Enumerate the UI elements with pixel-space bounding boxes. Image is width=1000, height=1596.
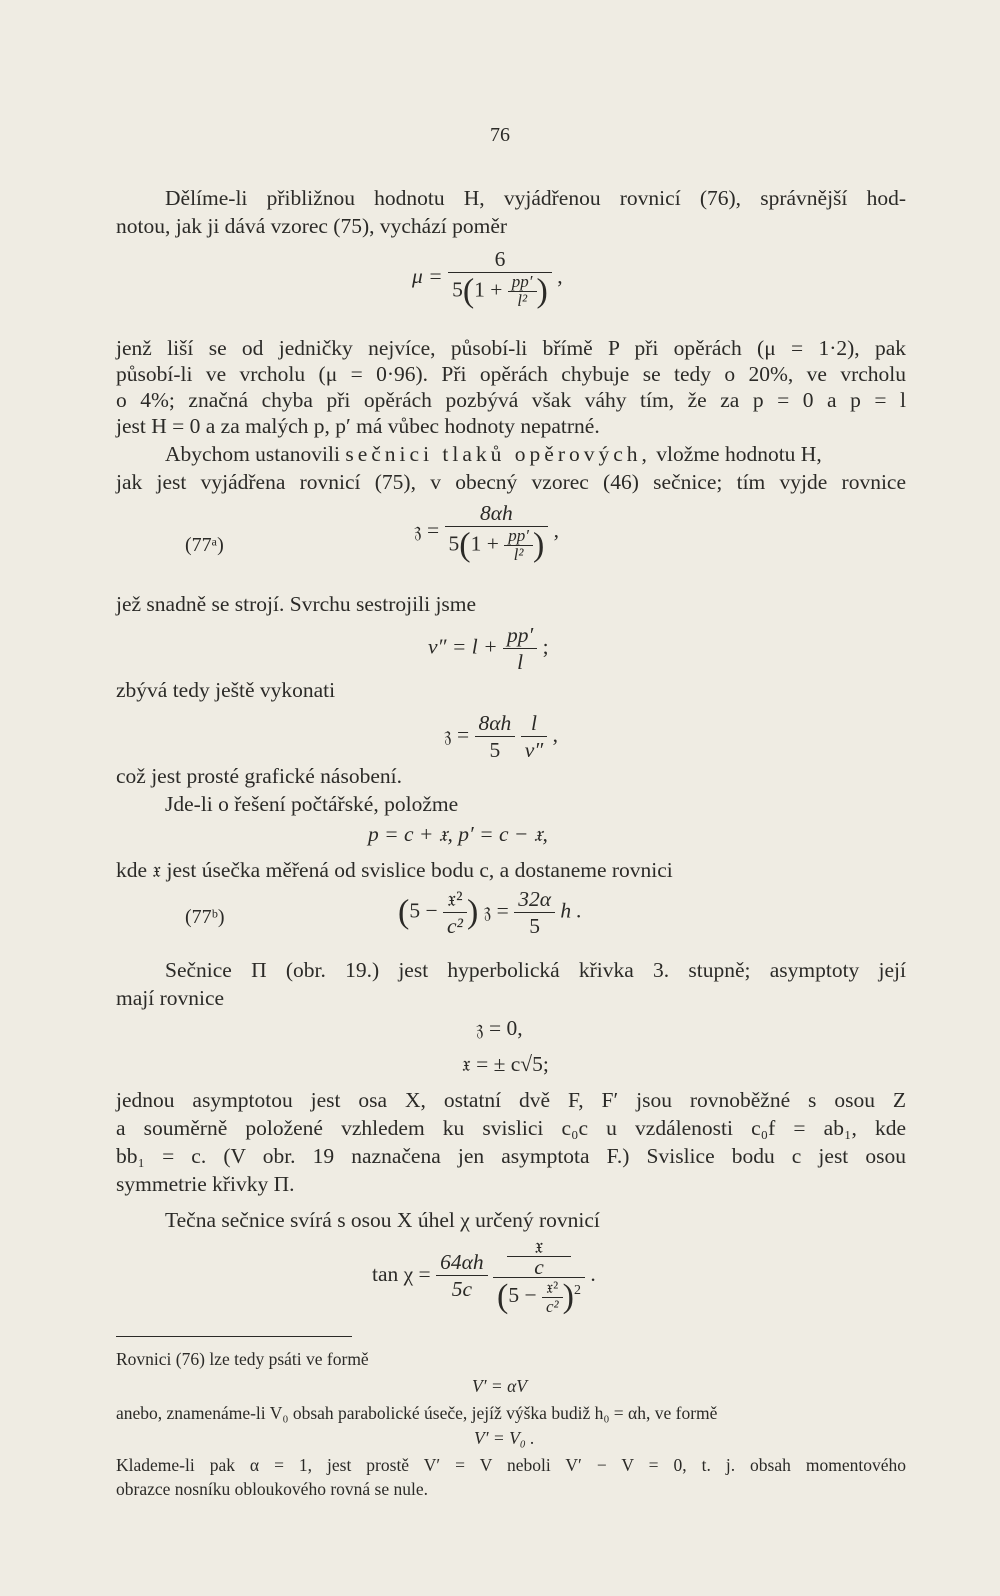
- footnote-line: obrazce nosníku obloukového rovná se nule.: [116, 1479, 429, 1499]
- equation-asymptote-2: 𝔵 = ± c√5;: [462, 1052, 549, 1076]
- footnote-equation: V′ = αV: [472, 1376, 527, 1396]
- text-line: mají rovnice: [116, 986, 225, 1010]
- equation-mu: μ = 6 5(1 + $\frac{pp'}{\text{l²}}$ ) ,: [412, 247, 563, 310]
- footnote-line: anebo, znamenáme-li V₀ obsah parabolické úseče, jejíž výška budiž h₀ = αh, ve formě: [116, 1403, 718, 1423]
- equation-77b: (5 − $\frac{\text{𝔵²}}{\text{c²}}$ ) 𝔷 = $\frac{32\alpha}{5}$ h .: [398, 887, 582, 938]
- text-line: Abychom ustanovili sečnici tlaků opěrových, vložme hodnotu H,: [165, 442, 822, 466]
- text-line: notou, jak ji dává vzorec (75), vychází poměr: [116, 214, 508, 238]
- text-line: kde 𝔵 jest úsečka měřená od svislice bodu c, a dostaneme rovnici: [116, 858, 673, 882]
- footnote-line: Klademe-li pak α = 1, jest prostě V′ = V neboli V′ − V = 0, t. j. obsah momentového: [116, 1455, 906, 1475]
- text-line: jež snadně se strojí. Svrchu sestrojili jsme: [116, 592, 477, 616]
- text-line: Dělíme-li přibližnou hodnotu H, vyjádřenou rovnicí (76), správnější hod-: [165, 186, 906, 210]
- text-line: působí-li ve vrcholu (μ = 0·96). Při opěrách chybuje se tedy o 20%, ve vrcholu: [116, 362, 906, 386]
- footnote-rule: [116, 1336, 352, 1337]
- equation-label: (77ᵇ): [185, 906, 225, 928]
- equation-v: v″ = l + $\frac{pp'}{l}$ ;: [428, 623, 549, 674]
- text-line: symmetrie křivky Π.: [116, 1172, 295, 1196]
- text-line: o 4%; značná chyba při opěrách pozbývá však váhy tím, že za p = 0 a p = l: [116, 388, 906, 412]
- equation-asymptote-1: 𝔷 = 0,: [476, 1016, 523, 1040]
- text-line: zbývá tedy ještě vykonati: [116, 678, 336, 702]
- text-line: bb₁ = c. (V obr. 19 naznačena jen asymptota F.) Svislice bodu c jest osou: [116, 1144, 906, 1168]
- text-line: jednou asymptotou jest osa X, ostatní dvě F, F′ jsou rovnoběžné s osou Z: [116, 1088, 906, 1112]
- text-line: Tečna sečnice svírá s osou X úhel χ určený rovnicí: [165, 1208, 600, 1232]
- text-line: jest H = 0 a za malých p, p′ má vůbec hodnoty nepatrné.: [116, 414, 600, 438]
- text-line: Jde-li o řešení počtářské, položme: [165, 792, 459, 816]
- equation-77a: 𝔷 = 8αh 5(1 + $\frac{pp'}{\text{l²}}$ ) ,: [414, 501, 560, 564]
- equation-label: (77ᵃ): [185, 534, 224, 556]
- equation-p: p = c + 𝔵, p′ = c − 𝔵,: [368, 822, 548, 846]
- text-line: jak jest vyjádřena rovnicí (75), v obecný vzorec (46) sečnice; tím vyjde rovnice: [116, 470, 906, 494]
- footnote-line: Rovnici (76) lze tedy psáti ve formě: [116, 1349, 369, 1369]
- text-line: Sečnice Π (obr. 19.) jest hyperbolická křivka 3. stupně; asymptoty její: [165, 958, 906, 982]
- footnote-equation: V′ = V₀ .: [474, 1428, 535, 1448]
- text-line: což jest prosté grafické násobení.: [116, 764, 402, 788]
- text-line: jenž liší se od jedničky nejvíce, působí-li břímě P při opěrách (μ = 1·2), pak: [116, 336, 906, 360]
- page-number: 76: [490, 124, 510, 146]
- equation-z: 𝔷 = $\frac{8\alpha h}{5}$ $\frac{l}{v''}$ ,: [444, 711, 558, 762]
- equation-tan: tan χ = $\frac{64\alpha h}{5c}$ 𝔵 c (5 − $\frac{\text{𝔵²}}{\text{c²}}$ )$^2$ .: [372, 1234, 596, 1316]
- text-line: a souměrně položené vzhledem ku svislici c₀c u vzdálenosti c₀f = ab₁, kde: [116, 1116, 906, 1140]
